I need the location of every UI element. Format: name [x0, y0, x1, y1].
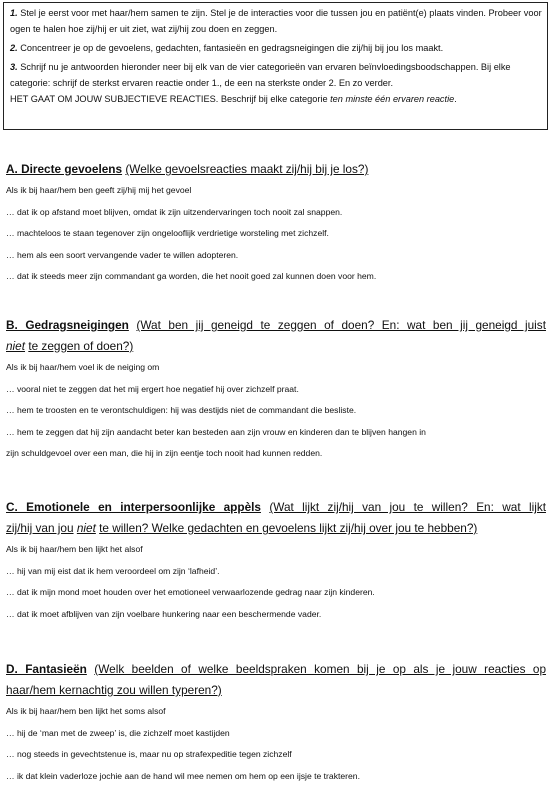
step-number: 2. — [10, 43, 18, 53]
section-title: A. Directe gevoelens — [6, 162, 123, 176]
step-number: 3. — [10, 62, 18, 72]
instruction-text: Schrijf nu je antwoorden hieronder neer bij elk van de vier categorieën van ervaren beïnvloedingsboodschappen. Bij elke categorie: schrijf de sterkst ervaren reactie onder 1., de een na sterkste onder 2. En zo verder. — [10, 62, 511, 88]
list-item: … dat ik steeds meer zijn commandant ga worden, die het nooit goed zal kunnen doen voor hem. — [6, 271, 377, 282]
instruction-step-1 — [10, 5, 542, 37]
section-appels — [6, 497, 546, 625]
instruction-note — [10, 91, 542, 107]
list-item: … machteloos te staan tegenover zijn ongelooflijk verdrietige worsteling met zichzelf. — [6, 228, 329, 239]
section-question: (Welke gevoelsreacties maakt zij/hij bij je los?) — [125, 162, 369, 176]
section-question: (Wat ben jij geneigd te zeggen of doen? En: wat ben jij geneigd juist — [136, 318, 546, 332]
section-question: haar/hem kernachtig zou willen typeren?) — [6, 683, 222, 697]
section-fantasieen — [6, 659, 546, 787]
instruction-step-3 — [10, 59, 542, 91]
section-heading — [6, 315, 546, 336]
list-item: … hij van mij eist dat ik hem veroordeel om zijn ‘lafheid’. — [6, 565, 220, 576]
section-intro: Als ik bij haar/hem ben geeft zij/hij mij het gevoel — [6, 185, 192, 195]
list-item: … dat ik moet afblijven van zijn voelbare hunkering naar een beschermende vader. — [6, 608, 322, 619]
instructions-box — [3, 2, 548, 130]
instruction-text: Concentreer je op de gevoelens, gedachten, fantasieën en gedragsneigingen die zij/hij bij jou los maakt. — [20, 43, 444, 53]
list-item: … hem als een soort vervangende vader te willen adopteren. — [6, 249, 239, 260]
list-item: zijn schuldgevoel over een man, die hij in zijn eentje toch nooit had kunnen redden. — [6, 448, 323, 459]
list-item: … ik dat klein vaderloze jochie aan de hand wil mee nemen om hem op een ijsje te trakteren. — [6, 770, 360, 781]
list-item: … nog steeds in gevechtstenue is, maar nu op strafexpeditie tegen zichzelf — [6, 749, 292, 760]
step-number: 1. — [10, 8, 18, 18]
list-item: … dat ik mijn mond moet houden over het emotioneel verwaarlozende gedrag naar zijn kinderen. — [6, 587, 375, 598]
list-item: … hem te zeggen dat hij zijn aandacht beter kan besteden aan zijn vrouw en kinderen dan te blijven hangen in — [6, 426, 426, 437]
section-question: te willen? Welke gedachten en gevoelens lijkt zij/hij over jou te hebben?) — [99, 521, 478, 535]
section-heading-cont — [6, 336, 546, 357]
note-emphasis: ten minste één ervaren reactie — [330, 94, 455, 104]
section-question: zij/hij van jou — [6, 521, 74, 535]
section-question: (Welk beelden of welke beeldspraken komen bij je op als je jouw reacties op — [94, 662, 547, 676]
instruction-step-2 — [10, 40, 542, 56]
section-heading — [6, 497, 546, 518]
section-heading — [6, 659, 546, 680]
list-item: … hem te troosten en te verontschuldigen: hij was destijds niet de commandant die besliste. — [6, 405, 357, 416]
section-title: C. Emotionele en interpersoonlijke appèls — [6, 500, 261, 514]
section-question-emphasis: niet — [6, 339, 26, 353]
section-intro: Als ik bij haar/hem ben lijkt het soms alsof — [6, 706, 166, 716]
instruction-text: Stel je eerst voor met haar/hem samen te zijn. Stel je de interacties voor die tussen jou en patiënt(e) plaats vinden. Probeer voor ogen te halen hoe zij/hij er uit ziet, wat zij/hij zou doen en zeggen. — [10, 8, 542, 34]
section-title: B. Gedragsneigingen — [6, 318, 129, 332]
section-directe-gevoelens — [6, 159, 546, 288]
section-title: D. Fantasieën — [6, 662, 87, 676]
section-intro: Als ik bij haar/hem voel ik de neiging om — [6, 362, 160, 372]
section-question: (Wat lijkt zij/hij van jou te willen? En: wat lijkt — [269, 500, 546, 514]
section-heading-cont — [6, 518, 546, 539]
list-item: … dat ik op afstand moet blijven, omdat ik zijn uitzendervaringen toch nooit zal snappen. — [6, 206, 343, 217]
section-intro: Als ik bij haar/hem ben lijkt het alsof — [6, 544, 143, 554]
section-gedragsneigingen — [6, 315, 546, 465]
section-question: te zeggen of doen?) — [28, 339, 134, 353]
list-item: … vooral niet te zeggen dat het mij ergert hoe negatief hij over zichzelf praat. — [6, 383, 299, 394]
section-heading — [6, 159, 546, 180]
note-text: HET GAAT OM JOUW SUBJECTIEVE REACTIES. Beschrijf bij elke categorie — [10, 94, 328, 104]
section-heading-cont — [6, 680, 546, 701]
section-question-emphasis: niet — [76, 521, 96, 535]
list-item: … hij de ‘man met de zweep’ is, die zichzelf moet kastijden — [6, 727, 230, 738]
note-end: . — [454, 94, 457, 104]
